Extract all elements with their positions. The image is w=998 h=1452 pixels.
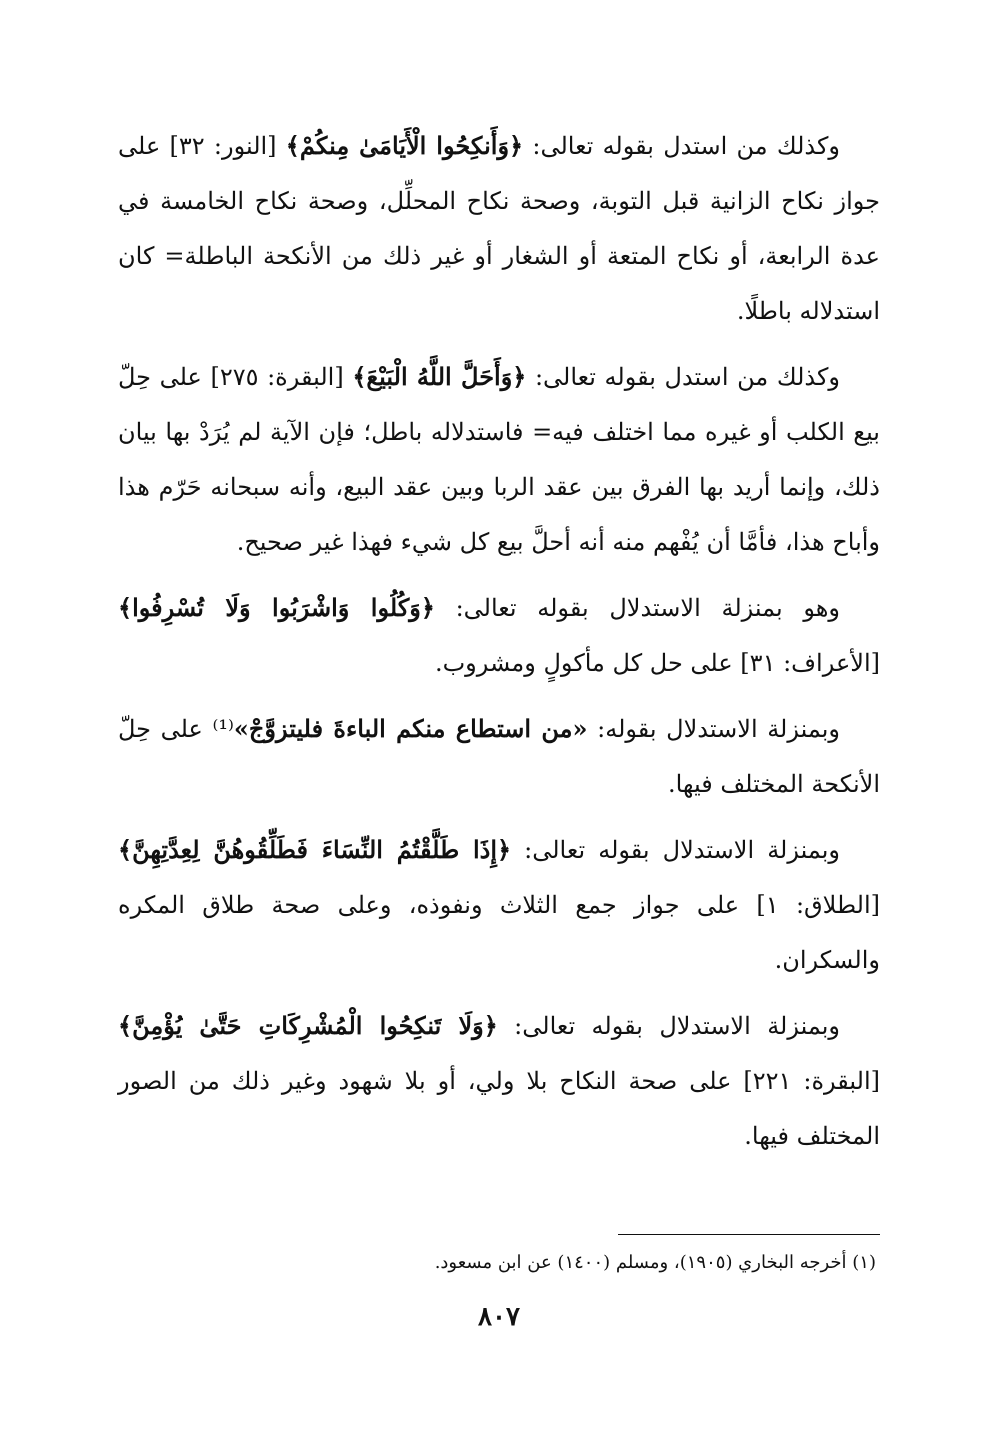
paragraph-intro: وبمنزلة الاستدلال بقوله تعالى:: [511, 836, 840, 864]
paragraph-text: [البقرة: ٢٧٥] على حِلّ بيع الكلب أو غيره مما اختلف فيه= فاستدلاله باطل؛ فإن الآية لم يُرَدْ بها بيان ذلك، وإنما أريد بها الفرق بين عقد الربا وبين عقد البيع، وأنه سبحانه حَرّم هذا وأباح هذا، فأمَّا أن يُفْهم منه أنه أحلَّ بيع كل شيء فهذا غير صحيح.: [118, 363, 880, 556]
quran-verse: ﴿وَأَنكِحُوا الْأَيَامَىٰ مِنكُمْ﴾: [285, 131, 524, 160]
paragraph-intro: وبمنزلة الاستدلال بقوله تعالى:: [497, 1012, 840, 1040]
quran-verse: ﴿وَكُلُوا وَاشْرَبُوا وَلَا تُسْرِفُوا﴾: [118, 593, 435, 622]
hadith-quote: «من استطاع منكم الباءةَ فليتزوَّجْ»: [233, 714, 588, 743]
paragraph-talaq: [118, 822, 880, 988]
paragraph-nikah-ayama: [118, 118, 880, 339]
quran-verse: ﴿إِذَا طَلَّقْتُمُ النِّسَاءَ فَطَلِّقُوهُنَّ لِعِدَّتِهِنَّ﴾: [118, 835, 512, 864]
paragraph-text: [الطلاق: ١] على جواز جمع الثلاث ونفوذه، وعلى صحة طلاق المكره والسكران.: [118, 891, 881, 974]
quran-verse: ﴿وَأَحَلَّ اللَّهُ الْبَيْعَ﴾: [352, 362, 527, 391]
quran-verse: ﴿وَلَا تَنكِحُوا الْمُشْرِكَاتِ حَتَّىٰ يُؤْمِنَّ﴾: [118, 1011, 498, 1040]
paragraph-text: [النور: ٣٢] على جواز نكاح الزانية قبل التوبة، وصحة نكاح المحلِّل، وصحة نكاح الخامسة في عدة الرابعة، أو نكاح المتعة أو الشغار أو غير ذلك من الأنكحة الباطلة= كان استدلاله باطلًا.: [118, 132, 880, 325]
page-number: ٨٠٧: [478, 1302, 520, 1332]
footnote-divider: [618, 1234, 880, 1235]
paragraph-text: [الأعراف: ٣١] على حل كل مأكولٍ ومشروب.: [434, 649, 880, 677]
paragraph-intro: وبمنزلة الاستدلال بقوله:: [587, 715, 840, 743]
paragraph-text: [البقرة: ٢٢١] على صحة النكاح بلا ولي، أو بلا شهود وغير ذلك من الصور المختلف فيها.: [118, 1067, 880, 1150]
paragraph-hadith-baa: [118, 701, 880, 812]
paragraph-intro: وهو بمنزلة الاستدلال بقوله تعالى:: [434, 594, 840, 622]
paragraph-intro: وكذلك من استدل بقوله تعالى:: [523, 132, 840, 160]
paragraph-bay: [118, 349, 880, 570]
paragraph-kulu-washrabu: [118, 580, 880, 691]
footnote: (١) أخرجه البخاري (١٩٠٥)، ومسلم (١٤٠٠) عن ابن مسعود.: [434, 1252, 876, 1273]
paragraph-mushrikat: [118, 998, 880, 1164]
paragraph-intro: وكذلك من استدل بقوله تعالى:: [526, 363, 841, 391]
paragraph-text: ⁽¹⁾ على حِلّ الأنكحة المختلف فيها.: [118, 715, 880, 798]
